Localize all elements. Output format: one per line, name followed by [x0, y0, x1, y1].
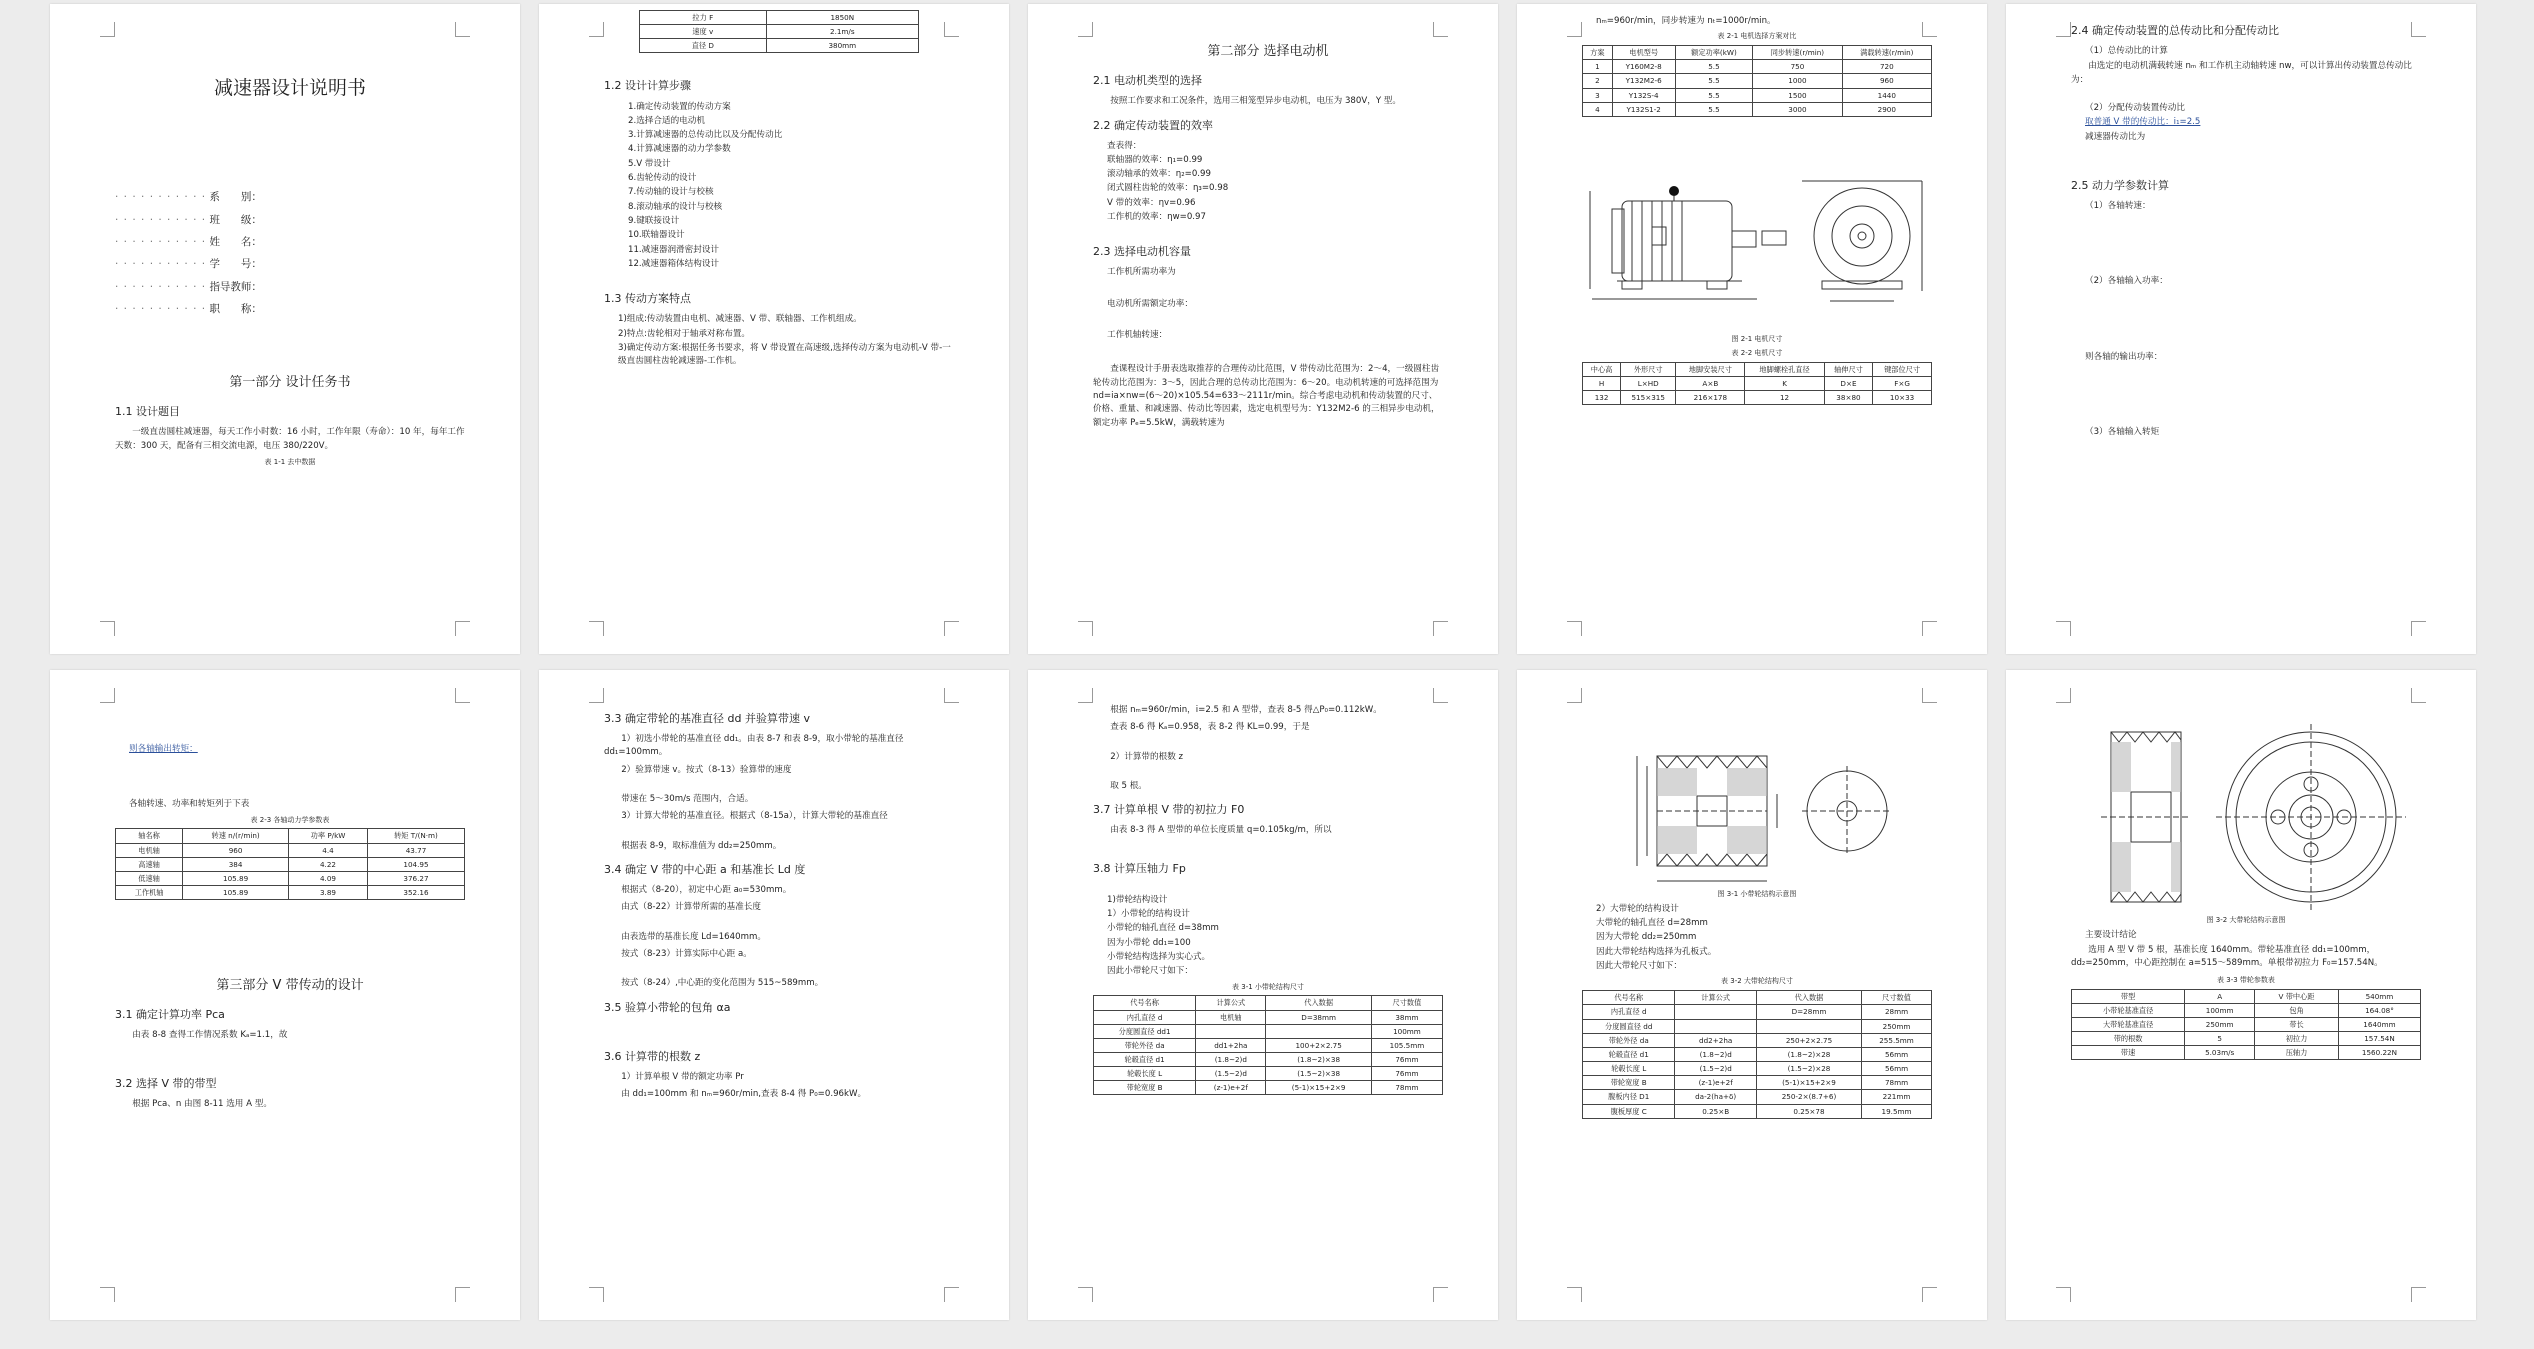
- section-heading: 2.5 动力学参数计算: [2071, 178, 2169, 192]
- cover-field: · · · · · · · · · · · 系 别：: [115, 191, 262, 204]
- figure-caption: 图 3-2 大带轮结构示意图: [2206, 916, 2286, 924]
- list-item: 5.V 带设计: [628, 158, 671, 169]
- task-data-table: [639, 10, 919, 53]
- list-item: 工作机轴转速：: [1107, 330, 1168, 341]
- page-corner-mark: [455, 688, 470, 703]
- paragraph: 根据 nₘ=960r/min，i=2.5 和 A 型带，查表 8-5 得△P₀=0.112kW。: [1110, 705, 1382, 715]
- table-caption: 表 3-1 小带轮结构尺寸: [1232, 982, 1304, 991]
- page-corner-mark: [1078, 1287, 1093, 1302]
- page-corner-mark: [1078, 22, 1093, 37]
- table-row: 大带轮基准直径 250mm 带长 1640mm: [2072, 1017, 2421, 1031]
- table-row: 带轮宽度 B (z-1)e+2f (5-1)×15+2×9 78mm: [1094, 1081, 1443, 1095]
- section-heading: 3.2 选择 V 带的带型: [115, 1076, 217, 1090]
- table-row: 电机轴 960 4.4 43.77: [116, 843, 465, 857]
- table-header-row: 代号名称 计算公式 代入数据 尺寸数值: [1583, 991, 1932, 1005]
- table-row: 带的根数 5 初拉力 157.54N: [2072, 1032, 2421, 1046]
- page-corner-mark: [1433, 22, 1448, 37]
- paragraph: 由式（8-22）计算带所需的基准长度: [621, 902, 762, 913]
- page-corner-mark: [2056, 621, 2071, 636]
- motor-dimension-table: [1582, 362, 1932, 405]
- page-corner-mark: [1078, 688, 1093, 703]
- page-corner-mark: [2056, 22, 2071, 37]
- paragraph: 由选定的电动机满载转速 nₘ 和工作机主动轴转速 nw，可以计算出传动装置总传动比为：: [2071, 61, 2412, 85]
- page-5: [2006, 4, 2476, 654]
- paragraph: 各轴转速、功率和转矩列于下表: [129, 799, 250, 810]
- large-pulley-drawing: [2071, 712, 2421, 912]
- list-item: 8.滚动轴承的设计与校核: [628, 201, 723, 212]
- list-item: 因此小带轮尺寸如下：: [1107, 966, 1193, 977]
- paragraph: 根据表 8-9，取标准值为 dd₂=250mm。: [621, 840, 782, 851]
- steps-list: [604, 101, 954, 272]
- page-corner-mark: [1567, 621, 1582, 636]
- figure-caption: 图 3-1 小带轮结构示意图: [1717, 890, 1797, 898]
- page-8: [1028, 670, 1498, 1320]
- list-item: 工作机的效率：ηw=0.97: [1107, 212, 1206, 223]
- paragraph: 根据式（8-20），初定中心距 a₀=530mm。: [621, 884, 792, 895]
- table-row: 速度 v 2.1m/s: [640, 25, 919, 39]
- page-corner-mark: [944, 688, 959, 703]
- table-row: 低速轴 105.89 4.09 376.27: [116, 871, 465, 885]
- page-corner-mark: [455, 22, 470, 37]
- page-corner-mark: [100, 22, 115, 37]
- list-item: 3.计算减速器的总传动比以及分配传动比: [628, 130, 783, 141]
- table-row: 3 Y132S-4 5.5 1500 1440: [1583, 88, 1932, 102]
- table-caption: 表 2-2 电机尺寸: [1731, 348, 1783, 357]
- table-row: 1 Y160M2-8 5.5 750 720: [1583, 60, 1932, 74]
- table-row: 拉力 F 1850N: [640, 11, 919, 25]
- list-item: （1）总传动比的计算: [2085, 46, 2168, 57]
- section-heading: 2.1 电动机类型的选择: [1093, 74, 1202, 88]
- list-item: 联轴器的效率：η₁=0.99: [1107, 154, 1203, 165]
- cover-field: · · · · · · · · · · · 学 号：: [115, 258, 262, 271]
- table-row: 腹板厚度 C 0.25×B 0.25×78 19.5mm: [1583, 1104, 1932, 1118]
- list-item: 取普通 V 带的传动比：i₁=2.5: [2085, 117, 2201, 128]
- list-item: 3)确定传动方案:根据任务书要求，将 V 带设置在高速级,选择传动方案为电动机-V 带-一级直齿圆柱齿轮减速器-工作机。: [618, 342, 951, 367]
- table-row: 带轮外径 da dd2+2ha 250+2×2.75 255.5mm: [1583, 1033, 1932, 1047]
- table-row: 工作机轴 105.89 3.89 352.16: [116, 886, 465, 900]
- list-item: 11.减速器润滑密封设计: [628, 244, 720, 255]
- page-corner-mark: [589, 688, 604, 703]
- table-row: H L×HD A×B K D×E F×G: [1583, 376, 1932, 390]
- table-row: 轮毂直径 d1 (1.8~2)d (1.8~2)×38 76mm: [1094, 1053, 1443, 1067]
- list-item: 2)特点:齿轮相对于轴承对称布置。: [618, 328, 751, 339]
- page-corner-mark: [589, 621, 604, 636]
- list-item: （2）各轴输入功率：: [2085, 276, 2168, 287]
- page-corner-mark: [2056, 1287, 2071, 1302]
- section-heading: 1.3 传动方案特点: [604, 292, 691, 306]
- list-item: 12.减速器箱体结构设计: [628, 258, 720, 269]
- table-row: 轮毂长度 L (1.5~2)d (1.5~2)×38 76mm: [1094, 1067, 1443, 1081]
- section-heading: 1.2 设计计算步骤: [604, 79, 691, 93]
- table-row: 4 Y132S1-2 5.5 3000 2900: [1583, 102, 1932, 116]
- page-corner-mark: [1433, 688, 1448, 703]
- page-9: [1517, 670, 1987, 1320]
- paragraph: 3）计算大带轮的基准直径。根据式（8-15a），计算大带轮的基准直径: [621, 811, 888, 822]
- small-pulley-table: [1093, 995, 1443, 1095]
- table-row: 腹板内径 D1 da-2(ha+δ) 250-2×(8.7+6) 221mm: [1583, 1090, 1932, 1104]
- list-item: 因为小带轮 dd₁=100: [1107, 937, 1191, 948]
- list-item: 滚动轴承的效率：η₂=0.99: [1107, 169, 1211, 180]
- list-item: 2）大带轮的结构设计: [1596, 903, 1679, 914]
- cover-field: · · · · · · · · · · · 姓 名：: [115, 235, 262, 248]
- small-pulley-drawing: [1587, 716, 1927, 886]
- figure-caption: 图 2-1 电机尺寸: [1731, 334, 1783, 343]
- table-row: 直径 D 380mm: [640, 39, 919, 53]
- list-item: 查表得：: [1107, 140, 1142, 151]
- table-row: 分度圆直径 dd 250mm: [1583, 1019, 1932, 1033]
- list-item: 1)组成:传动装置由电机、减速器、V 带、联轴器、工作机组成。: [618, 314, 862, 325]
- page-corner-mark: [1922, 688, 1937, 703]
- page-7: [539, 670, 1009, 1320]
- paragraph: 2）验算带速 v。按式（8-13）验算带的速度: [621, 764, 792, 775]
- table-row: 小带轮基准直径 100mm 包角 164.08°: [2072, 1003, 2421, 1017]
- page-corner-mark: [589, 1287, 604, 1302]
- paragraph: 选用 A 型 V 带 5 根，基准长度 1640mm。带轮基准直径 dd₁=100mm，dd₂=250mm，中心距控制在 a=515～589mm。单根带初拉力 F₀=157.54N。: [2071, 945, 2383, 969]
- table-caption: 表 3-2 大带轮结构尺寸: [1721, 977, 1793, 986]
- list-item: （2）分配传动装置传动比: [2085, 102, 2185, 113]
- table-header-row: 中心高 外形尺寸 地脚安装尺寸 地脚螺栓孔直径 轴伸尺寸 键部位尺寸: [1583, 362, 1932, 376]
- table-header-row: 轴名称 转速 n/(r/min) 功率 P/kW 转矩 T/(N·m): [116, 829, 465, 843]
- paragraph: 查表 8-6 得 Kₐ=0.958，表 8-2 得 KL=0.99，于是: [1110, 722, 1310, 733]
- shaft-parameters-table: [115, 828, 465, 900]
- table-caption: 表 2-1 电机选择方案对比: [1717, 32, 1797, 41]
- paragraph: 1）计算单根 V 带的额定功率 Pr: [621, 1071, 744, 1082]
- page-corner-mark: [2056, 688, 2071, 703]
- cover-field: · · · · · · · · · · · 班 级：: [115, 213, 262, 226]
- paragraph: 根据 Pca、n 由图 8-11 选用 A 型。: [132, 1098, 272, 1109]
- page-3: [1028, 4, 1498, 654]
- page-corner-mark: [589, 22, 604, 37]
- paragraph: 按式（8-23）计算实际中心距 a。: [621, 948, 752, 959]
- list-item: （3）各轴输入转矩: [2085, 426, 2160, 437]
- motor-dimension-drawing: [1582, 131, 1942, 331]
- page-corner-mark: [1078, 621, 1093, 636]
- table-row: 高速轴 384 4.22 104.95: [116, 857, 465, 871]
- page-2: [539, 4, 1009, 654]
- section-heading: 3.1 确定计算功率 Pca: [115, 1008, 225, 1022]
- section-heading: 3.3 确定带轮的基准直径 dd 并验算带速 v: [604, 712, 810, 725]
- list-item: 因此大带轮结构选择为孔板式。: [1596, 946, 1717, 957]
- paragraph: 带速在 5～30m/s 范围内，合适。: [621, 793, 754, 804]
- page-corner-mark: [100, 621, 115, 636]
- page-1: [50, 4, 520, 654]
- table-header-row: 方案 电机型号 额定功率(kW) 同步转速(r/min) 满载转速(r/min): [1583, 46, 1932, 60]
- page-corner-mark: [100, 1287, 115, 1302]
- list-item: 小带轮结构选择为实心式。: [1107, 951, 1211, 962]
- list-item: 工作机所需功率为: [1107, 267, 1176, 278]
- section-heading: 2.4 确定传动装置的总传动比和分配传动比: [2071, 24, 2279, 37]
- page-corner-mark: [100, 688, 115, 703]
- page-4: [1517, 4, 1987, 654]
- table-row: 内孔直径 d 电机轴 D=38mm 38mm: [1094, 1010, 1443, 1024]
- list-item: 则各轴的输出功率：: [2085, 351, 2163, 362]
- table-row: 带型 A V 带中心距 540mm: [2072, 989, 2421, 1003]
- list-item: V 带的效率：ηv=0.96: [1107, 197, 1196, 208]
- list-item: 10.联轴器设计: [628, 230, 685, 241]
- section-heading: 1.1 设计题目: [115, 405, 180, 419]
- list-item: 9.键联接设计: [628, 216, 680, 227]
- paragraph: 由表 8-8 查得工作情况系数 Kₐ=1.1，故: [132, 1030, 288, 1041]
- paragraph: 一级直齿圆柱减速器，每天工作小时数：16 小时，工作年限（寿命）：10 年，每年工作天数：300 天，配备有三相交流电源，电压 380/220V。: [115, 427, 465, 451]
- part-heading: 第三部分 V 带传动的设计: [216, 978, 364, 994]
- document-title: 减速器设计说明书: [213, 77, 366, 99]
- table-header-row: 代号名称 计算公式 代入数据 尺寸数值: [1094, 996, 1443, 1010]
- list-item: 2.选择合适的电动机: [628, 115, 705, 126]
- list-item: 小带轮的轴孔直径 d=38mm: [1107, 923, 1219, 934]
- list-item: 减速器传动比为: [2085, 131, 2146, 142]
- table-row: 带速 5.03m/s 压轴力 1560.22N: [2072, 1046, 2421, 1060]
- page-10: [2006, 670, 2476, 1320]
- list-item: 闭式圆柱齿轮的效率：η₃=0.98: [1107, 183, 1229, 194]
- part-heading: 第二部分 选择电动机: [1207, 44, 1329, 59]
- list-item: 1）小带轮的结构设计: [1107, 908, 1190, 919]
- section-heading: 3.7 计算单根 V 带的初拉力 F0: [1093, 803, 1245, 817]
- table-row: 分度圆直径 dd1 100mm: [1094, 1024, 1443, 1038]
- belt-parameters-table: [2071, 989, 2421, 1061]
- paragraph: 由 dd₁=100mm 和 nₘ=960r/min,查表 8-4 得 P₀=0.96kW。: [621, 1088, 867, 1099]
- list-item: 电动机所需额定功率：: [1107, 298, 1193, 309]
- table-caption: 表 2-3 各轴动力学参数表: [250, 815, 330, 824]
- list-item: 7.传动轴的设计与校核: [628, 187, 714, 198]
- table-caption: 表 3-3 带轮参数表: [2217, 975, 2275, 984]
- paragraph: 主要设计结论: [2085, 929, 2137, 940]
- page-corner-mark: [2411, 688, 2426, 703]
- list-item: 6.齿轮传动的设计: [628, 173, 697, 184]
- section-heading: 3.5 验算小带轮的包角 αa: [604, 1000, 731, 1014]
- list-item: 因此大带轮尺寸如下：: [1596, 961, 1682, 972]
- page-corner-mark: [1567, 1287, 1582, 1302]
- section-heading: 3.8 计算压轴力 Fp: [1093, 861, 1186, 875]
- paragraph: 1）初选小带轮的基准直径 dd₁。由表 8-7 和表 8-9，取小带轮的基准直径 dd₁=100mm。: [604, 734, 904, 758]
- cover-field: · · · · · · · · · · · 指导教师：: [115, 280, 262, 293]
- paragraph: 由表选带的基准长度 Ld=1640mm。: [621, 931, 766, 942]
- paragraph: nₘ=960r/min，同步转速为 nₜ=1000r/min。: [1596, 16, 1776, 26]
- part-heading: 第一部分 设计任务书: [229, 375, 351, 391]
- table-row: 2 Y132M2-6 5.5 1000 960: [1583, 74, 1932, 88]
- page-6: [50, 670, 520, 1320]
- paragraph: 查课程设计手册表选取推荐的合理传动比范围，V 带传动比范围为：2～4，一级圆柱齿轮传动比范围为：3～5，因此合理的总传动比范围为：6～20。电动机转速的可选择范围为 nd=ia×nw=(6～20)×105.54=633～2111r/min。综合考虑电动机和传动装置的尺寸、价格、重量、和减速器、传动比等因素，选定电机型号为：Y132M2-6 的三相异步电动机，额定功率 Pₑ=5.5kW，满载转速为: [1093, 364, 1440, 428]
- large-pulley-table: [1582, 990, 1932, 1118]
- table-row: 132 515×315 216×178 12 38×80 10×33: [1583, 390, 1932, 404]
- paragraph: 则各轴输出转矩：: [129, 744, 198, 754]
- list-item: 因为大带轮 dd₂=250mm: [1596, 932, 1697, 943]
- table-row: 轮毂长度 L (1.5~2)d (1.5~2)×28 56mm: [1583, 1062, 1932, 1076]
- list-item: 大带轮的轴孔直径 d=28mm: [1596, 918, 1708, 929]
- paragraph: 由表 8-3 得 A 型带的单位长度质量 q=0.105kg/m，所以: [1110, 825, 1332, 836]
- paragraph: 按式（8-24）,中心距的变化范围为 515~589mm。: [621, 978, 824, 989]
- section-heading: 2.3 选择电动机容量: [1093, 245, 1191, 259]
- paragraph: 2）计算带的根数 z: [1110, 751, 1184, 762]
- paragraph: 取 5 根。: [1110, 780, 1147, 791]
- table-caption: 表 1-1 去中数据: [264, 457, 316, 466]
- cover-fields: [115, 189, 465, 317]
- section-heading: 3.6 计算带的根数 z: [604, 1049, 701, 1063]
- table-row: 内孔直径 d D=28mm 28mm: [1583, 1005, 1932, 1019]
- list-item: （1）各轴转速：: [2085, 200, 2151, 211]
- list-item: 1.确定传动装置的传动方案: [628, 101, 731, 112]
- section-heading: 2.2 确定传动装置的效率: [1093, 118, 1213, 132]
- paragraph: 按照工作要求和工况条件，选用三相笼型异步电动机，电压为 380V，Y 型。: [1110, 96, 1401, 107]
- page-corner-mark: [1567, 688, 1582, 703]
- table-row: 轮毂直径 d1 (1.8~2)d (1.8~2)×28 56mm: [1583, 1047, 1932, 1061]
- cover-field: · · · · · · · · · · · 职 称：: [115, 302, 262, 315]
- table-row: 带轮外径 da dd1+2ha 100+2×2.75 105.5mm: [1094, 1038, 1443, 1052]
- list-item: 1)带轮结构设计: [1107, 894, 1168, 905]
- table-row: 带轮宽度 B (z-1)e+2f (5-1)×15+2×9 78mm: [1583, 1076, 1932, 1090]
- section-heading: 3.4 确定 V 带的中心距 a 和基准长 Ld 度: [604, 862, 806, 876]
- page-corner-mark: [1567, 22, 1582, 37]
- list-item: 4.计算减速器的动力学参数: [628, 144, 731, 155]
- motor-options-table: [1582, 45, 1932, 117]
